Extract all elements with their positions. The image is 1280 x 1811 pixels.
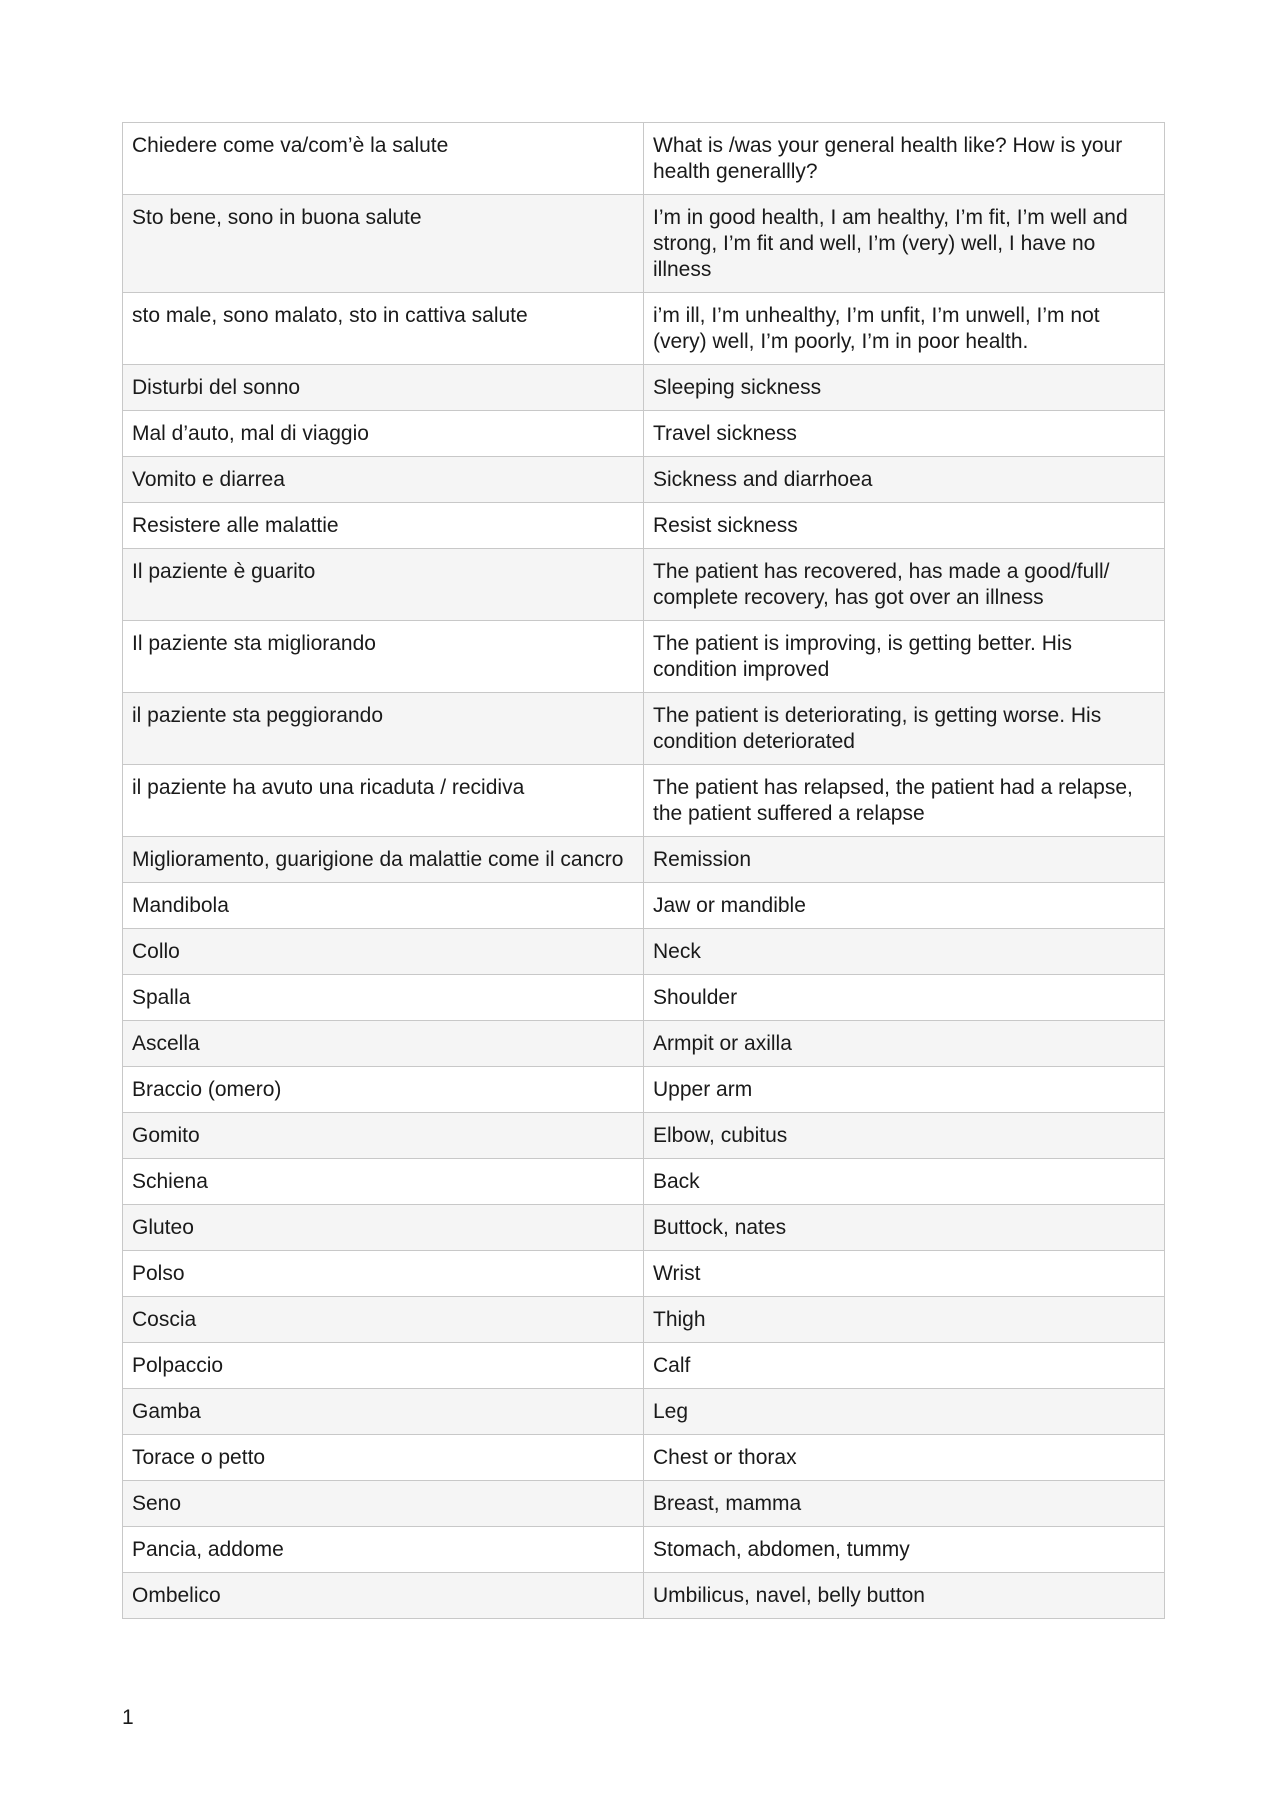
italian-term: Resistere alle malattie	[123, 503, 644, 549]
italian-term: Schiena	[123, 1159, 644, 1205]
italian-term: Il paziente sta migliorando	[123, 621, 644, 693]
english-translation: Breast, mamma	[644, 1481, 1165, 1527]
english-translation: Stomach, abdomen, tummy	[644, 1527, 1165, 1573]
table-row	[123, 693, 1165, 765]
english-translation: Thigh	[644, 1297, 1165, 1343]
table-row	[123, 1527, 1165, 1573]
english-translation: The patient has relapsed, the patient had a relapse, the patient suffered a relapse	[644, 765, 1165, 837]
italian-term: Mandibola	[123, 883, 644, 929]
table-row	[123, 1343, 1165, 1389]
italian-term: Polso	[123, 1251, 644, 1297]
italian-term: il paziente ha avuto una ricaduta / recidiva	[123, 765, 644, 837]
table-row	[123, 411, 1165, 457]
italian-term: Pancia, addome	[123, 1527, 644, 1573]
italian-term: Polpaccio	[123, 1343, 644, 1389]
table-row	[123, 365, 1165, 411]
table-row	[123, 195, 1165, 293]
english-translation: Umbilicus, navel, belly button	[644, 1573, 1165, 1619]
english-translation: Neck	[644, 929, 1165, 975]
english-translation: What is /was your general health like? How is your health generallly?	[644, 123, 1165, 195]
italian-term: il paziente sta peggiorando	[123, 693, 644, 765]
italian-term: Chiedere come va/com’è la salute	[123, 123, 644, 195]
italian-term: Gluteo	[123, 1205, 644, 1251]
english-translation: Calf	[644, 1343, 1165, 1389]
english-translation: The patient is deteriorating, is getting worse. His condition deteriorated	[644, 693, 1165, 765]
italian-term: Disturbi del sonno	[123, 365, 644, 411]
table-row	[123, 123, 1165, 195]
english-translation: Upper arm	[644, 1067, 1165, 1113]
table-row	[123, 765, 1165, 837]
table-row	[123, 837, 1165, 883]
english-translation: Remission	[644, 837, 1165, 883]
english-translation: Wrist	[644, 1251, 1165, 1297]
italian-term: Torace o petto	[123, 1435, 644, 1481]
table-row	[123, 1297, 1165, 1343]
table-row	[123, 1159, 1165, 1205]
table-row	[123, 1021, 1165, 1067]
table-row	[123, 1481, 1165, 1527]
page-number: 1	[122, 1706, 134, 1729]
italian-term: Ascella	[123, 1021, 644, 1067]
italian-term: sto male, sono malato, sto in cattiva salute	[123, 293, 644, 365]
italian-term: Miglioramento, guarigione da malattie come il cancro	[123, 837, 644, 883]
table-row	[123, 929, 1165, 975]
english-translation: Leg	[644, 1389, 1165, 1435]
english-translation: Resist sickness	[644, 503, 1165, 549]
italian-term: Sto bene, sono in buona salute	[123, 195, 644, 293]
english-translation: Jaw or mandible	[644, 883, 1165, 929]
table-row	[123, 1435, 1165, 1481]
table-row	[123, 1251, 1165, 1297]
italian-term: Spalla	[123, 975, 644, 1021]
italian-term: Ombelico	[123, 1573, 644, 1619]
english-translation: Buttock, nates	[644, 1205, 1165, 1251]
italian-term: Collo	[123, 929, 644, 975]
italian-term: Gomito	[123, 1113, 644, 1159]
italian-term: Coscia	[123, 1297, 644, 1343]
table-row	[123, 1113, 1165, 1159]
table-row	[123, 457, 1165, 503]
english-translation: The patient has recovered, has made a good/full/ complete recovery, has got over an illness	[644, 549, 1165, 621]
italian-term: Braccio (omero)	[123, 1067, 644, 1113]
italian-term: Gamba	[123, 1389, 644, 1435]
vocabulary-table	[122, 122, 1165, 1619]
table-row	[123, 549, 1165, 621]
table-row	[123, 1389, 1165, 1435]
english-translation: I’m in good health, I am healthy, I’m fit, I’m well and strong, I’m fit and well, I’m (very) well, I have no illness	[644, 195, 1165, 293]
table-row	[123, 1205, 1165, 1251]
table-row	[123, 975, 1165, 1021]
english-translation: Travel sickness	[644, 411, 1165, 457]
english-translation: Armpit or axilla	[644, 1021, 1165, 1067]
italian-term: Il paziente è guarito	[123, 549, 644, 621]
table-row	[123, 1067, 1165, 1113]
italian-term: Vomito e diarrea	[123, 457, 644, 503]
english-translation: Sickness and diarrhoea	[644, 457, 1165, 503]
vocabulary-table-body	[123, 123, 1165, 1619]
italian-term: Seno	[123, 1481, 644, 1527]
english-translation: Shoulder	[644, 975, 1165, 1021]
table-row	[123, 621, 1165, 693]
table-row	[123, 293, 1165, 365]
table-row	[123, 503, 1165, 549]
english-translation: Elbow, cubitus	[644, 1113, 1165, 1159]
italian-term: Mal d’auto, mal di viaggio	[123, 411, 644, 457]
english-translation: Back	[644, 1159, 1165, 1205]
table-row	[123, 883, 1165, 929]
english-translation: Chest or thorax	[644, 1435, 1165, 1481]
english-translation: i’m ill, I’m unhealthy, I’m unfit, I’m unwell, I’m not (very) well, I’m poorly, I’m in poor health.	[644, 293, 1165, 365]
table-row	[123, 1573, 1165, 1619]
english-translation: The patient is improving, is getting better. His condition improved	[644, 621, 1165, 693]
english-translation: Sleeping sickness	[644, 365, 1165, 411]
